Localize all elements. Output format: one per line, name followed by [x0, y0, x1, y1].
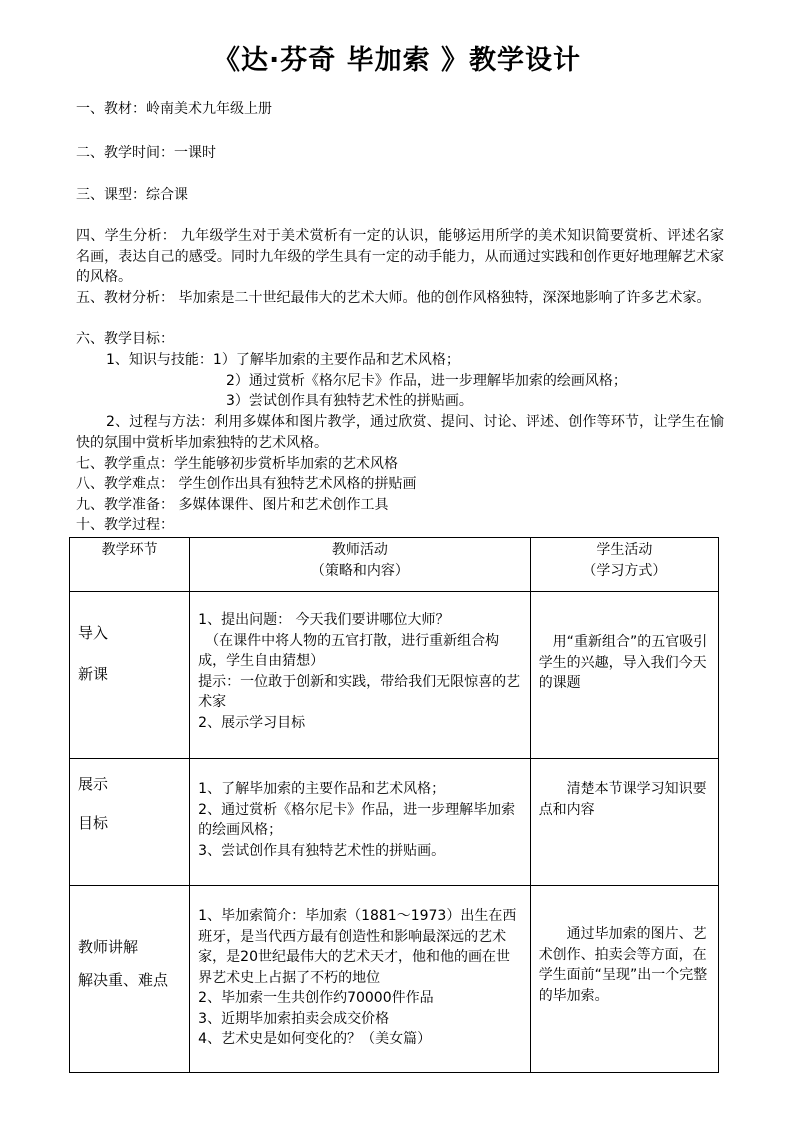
student-activity-text: 用“重新组合”的五官吸引学生的兴趣，导入我们今天的课题 [538, 634, 708, 691]
teacher-item: 2、毕加索一生共创作约70000件作品 [198, 990, 434, 1006]
teacher-activity-cell [190, 592, 531, 759]
preparation-line: 九、教学准备： 多媒体课件、图片和艺术创作工具 [76, 497, 389, 513]
lesson-type-line: 三、课型：综合课 [76, 187, 188, 203]
teacher-item: 3、近期毕加索拍卖会成交价格 [198, 1010, 390, 1027]
table-header-row [70, 538, 719, 592]
header-segment-label: 教学环节 [101, 542, 158, 558]
process-heading: 十、教学过程： [76, 517, 174, 533]
teacher-item: （在课件中将人物的五官打散，进行重新组合构成，学生自由猜想） [198, 632, 500, 669]
textbook-line: 一、教材：岭南美术九年级上册 [76, 101, 272, 117]
student-activity-cell [530, 592, 718, 759]
teacher-item: 2、通过赏析《格尔尼卡》作品，进一步理解毕加索的绘画风格； [198, 801, 516, 838]
difficulty-line: 八、教学难点： 学生创作出具有独特艺术风格的拼贴画 [76, 476, 417, 492]
textbook-analysis-paragraph: 五、教材分析： 毕加索是二十世纪最伟大的艺术大师。他的创作风格独特，深深地影响了许多艺术家。 [76, 290, 711, 306]
objective-knowledge-1: 1、知识与技能：1）了解毕加索的主要作品和艺术风格； [106, 352, 460, 368]
table-row [70, 886, 719, 1073]
segment-label: 教师讲解 [78, 938, 139, 956]
student-analysis-paragraph: 四、学生分析： 九年级学生对于美术赏析有一定的认识，能够运用所学的美术知识简要赏析、评述名家名画，表达自己的感受。同时九年级的学生具有一定的动手能力，从而通过实践和创作更好地理解艺术家的风格。 [76, 228, 724, 285]
objectives-heading: 六、教学目标： [76, 331, 174, 347]
header-segment [70, 538, 190, 592]
table-row [70, 592, 719, 759]
student-activity-cell [530, 759, 718, 886]
document-title: 《达·芬奇 毕加索 》教学设计 [212, 45, 582, 76]
header-teacher-activity [190, 538, 531, 592]
teacher-item: 提示：一位敢于创新和实践，带给我们无限惊喜的艺术家 [198, 673, 521, 710]
table-row [70, 759, 719, 886]
student-activity-cell [530, 886, 718, 1073]
teacher-item: 1、毕加索简介：毕加索（1881～1973）出生在西班牙，是当代西方最有创造性和影响最深远的艺术家，是20世纪最伟大的艺术天才，他和他的画在世界艺术史上占据了不朽的地位 [198, 908, 517, 986]
header-teacher-label: 教师活动 [331, 542, 388, 558]
segment-label: 新课 [78, 665, 109, 683]
student-activity-text: 通过毕加索的图片、艺术创作、拍卖会等方面，在学生面前“呈现”出一个完整的毕加索。 [538, 926, 708, 1004]
header-student-label: 学生活动 [596, 542, 653, 558]
header-student-activity [530, 538, 718, 592]
objective-process-paragraph: 2、过程与方法：利用多媒体和图片教学，通过欣赏、提问、讨论、评述、创作等环节，让学生在愉快的氛围中赏析毕加索独特的艺术风格。 [76, 414, 724, 451]
teacher-activity-cell [190, 886, 531, 1073]
objective-knowledge-2: 2）通过赏析《格尔尼卡》作品，进一步理解毕加索的绘画风格； [226, 373, 627, 389]
segment-label: 展示 [78, 775, 109, 793]
teacher-item: 4、艺术史是如何变化的？（美女篇） [198, 1031, 432, 1047]
objective-knowledge-3: 3）尝试创作具有独特艺术性的拼贴画。 [226, 393, 473, 409]
segment-cell [70, 886, 190, 1073]
segment-label: 解决重、难点 [78, 971, 169, 989]
segment-label: 目标 [78, 814, 109, 832]
teacher-item: 2、展示学习目标 [198, 714, 306, 731]
teaching-process-table [69, 537, 719, 1073]
teacher-activity-cell [190, 759, 531, 886]
student-activity-text: 清楚本节课学习知识要点和内容 [538, 781, 707, 818]
class-time-line: 二、教学时间：一课时 [76, 145, 216, 161]
header-teacher-sub: （策略和内容） [310, 563, 409, 579]
key-point-line: 七、教学重点：学生能够初步赏析毕加索的艺术风格 [76, 456, 398, 472]
teacher-item: 1、了解毕加索的主要作品和艺术风格； [198, 781, 446, 797]
segment-cell [70, 592, 190, 759]
header-student-sub: （学习方式） [582, 563, 667, 579]
segment-label: 导入 [78, 624, 109, 642]
teacher-item: 1、提出问题： 今天我们要讲哪位大师？ [198, 612, 450, 628]
segment-cell [70, 759, 190, 886]
teacher-item: 3、尝试创作具有独特艺术性的拼贴画。 [198, 842, 446, 859]
